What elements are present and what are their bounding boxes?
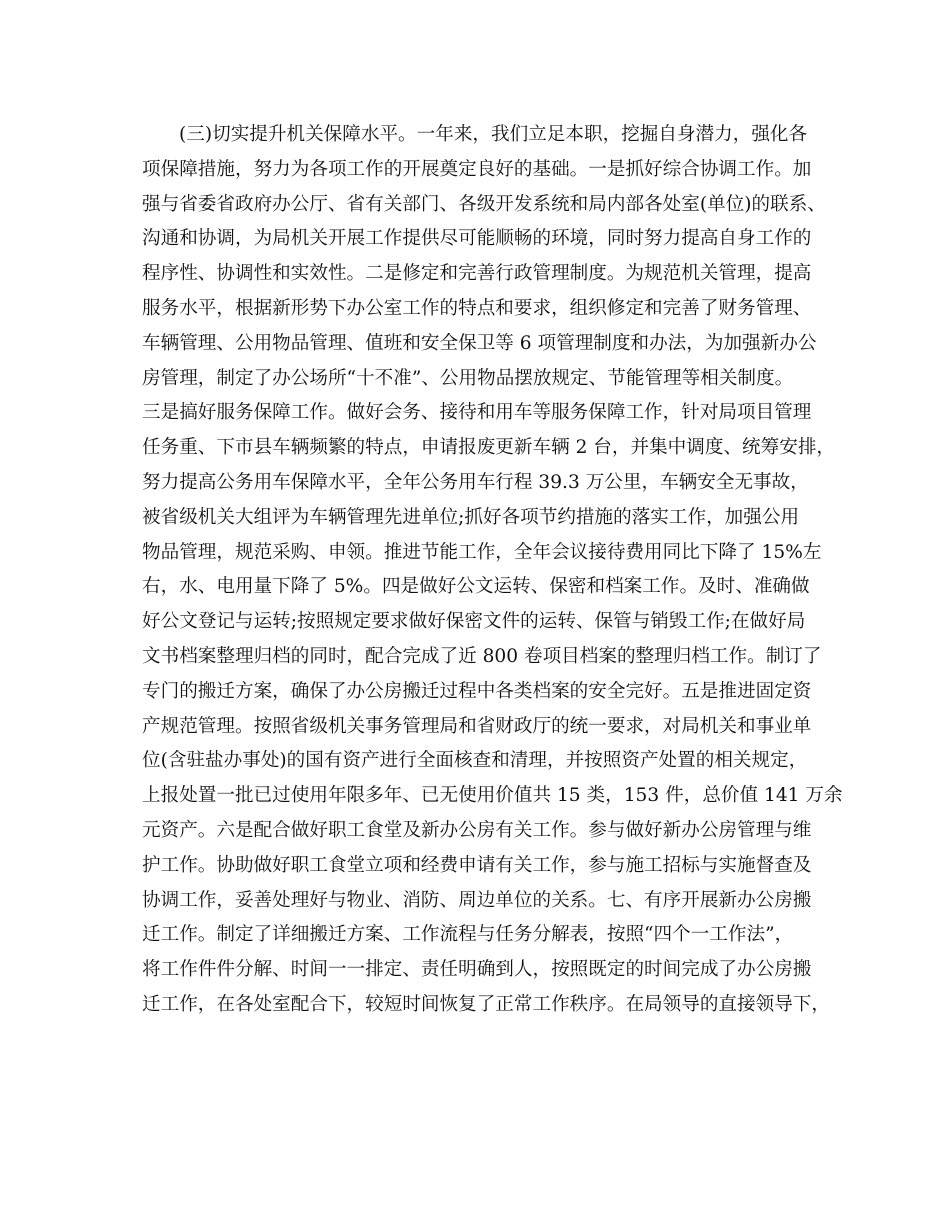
paragraph-line: 上报处置一批已过使用年限多年、已无使用价值共 15 类，153 件，总价值 141 万余	[142, 785, 843, 807]
paragraph-line: 协调工作，妥善处理好与物业、消防、周边单位的关系。七、有序开展新办公房搬	[142, 889, 812, 911]
paragraph-line: 房管理，制定了办公场所“十不准”、公用物品摆放规定、节能管理等相关制度。	[142, 367, 794, 389]
paragraph-line: 元资产。六是配合做好职工食堂及新办公房有关工作。参与做好新办公房管理与维	[142, 819, 812, 841]
paragraph-line: 强与省委省政府办公厅、省有关部门、各级开发系统和局内部各处室(单位)的联系、	[142, 193, 826, 215]
paragraph-line: 迁工作。制定了详细搬迁方案、工作流程与任务分解表，按照“四个一工作法”，	[142, 924, 794, 946]
body-text	[142, 118, 843, 1023]
paragraph-line: 护工作。协助做好职工食堂立项和经费申请有关工作，参与施工招标与实施督查及	[142, 854, 812, 876]
paragraph-line: 位(含驻盐办事处)的国有资产进行全面核查和清理，并按照资产处置的相关规定，	[142, 750, 808, 772]
paragraph-line: 迁工作，在各处室配合下，较短时间恢复了正常工作秩序。在局领导的直接领导下，	[142, 993, 830, 1015]
paragraph-line: 车辆管理、公用物品管理、值班和安全保卫等 6 项管理制度和办法，为加强新办公	[142, 332, 817, 354]
paragraph-line: 服务水平，根据新形势下办公室工作的特点和要求，组织修定和完善了财务管理、	[142, 297, 812, 319]
paragraph-line: 物品管理，规范采购、申领。推进节能工作，全年会议接待费用同比下降了 15%左	[142, 541, 822, 563]
paragraph-line: 努力提高公务用车保障水平，全年公务用车行程 39.3 万公里，车辆安全无事故，	[142, 471, 809, 493]
paragraph-line: 三是搞好服务保障工作。做好会务、接待和用车等服务保障工作，针对局项目管理	[142, 402, 812, 424]
paragraph-line: 文书档案整理归档的同时，配合完成了近 800 卷项目档案的整理归档工作。制订了	[142, 645, 822, 667]
paragraph-line: (三)切实提升机关保障水平。一年来，我们立足本职，挖掘自身潜力，强化各	[179, 124, 808, 145]
paragraph-line: 项保障措施，努力为各项工作的开展奠定良好的基础。一是抓好综合协调工作。加	[142, 158, 812, 180]
paragraph-line: 任务重、下市县车辆频繁的特点，申请报废更新车辆 2 台，并集中调度、统筹安排，	[142, 437, 836, 459]
paragraph-line: 右，水、电用量下降了 5%。四是做好公文运转、保密和档案工作。及时、准确做	[142, 576, 810, 598]
paragraph-line: 专门的搬迁方案，确保了办公房搬迁过程中各类档案的安全完好。五是推进固定资	[142, 680, 812, 702]
paragraph-line: 沟通和协调，为局机关开展工作提供尽可能顺畅的环境，同时努力提高自身工作的	[142, 228, 812, 250]
paragraph-line: 程序性、协调性和实效性。二是修定和完善行政管理制度。为规范机关管理，提高	[142, 263, 812, 285]
paragraph-line: 将工作件件分解、时间一一排定、责任明确到人，按照既定的时间完成了办公房搬	[142, 959, 812, 981]
paragraph-line: 被省级机关大组评为车辆管理先进单位;抓好各项节约措施的落实工作，加强公用	[142, 506, 800, 528]
paragraph-line: 好公文登记与运转;按照规定要求做好保密文件的运转、保管与销毁工作;在做好局	[142, 611, 806, 633]
paragraph-line: 产规范管理。按照省级机关事务管理局和省财政厅的统一要求，对局机关和事业单	[142, 715, 812, 737]
